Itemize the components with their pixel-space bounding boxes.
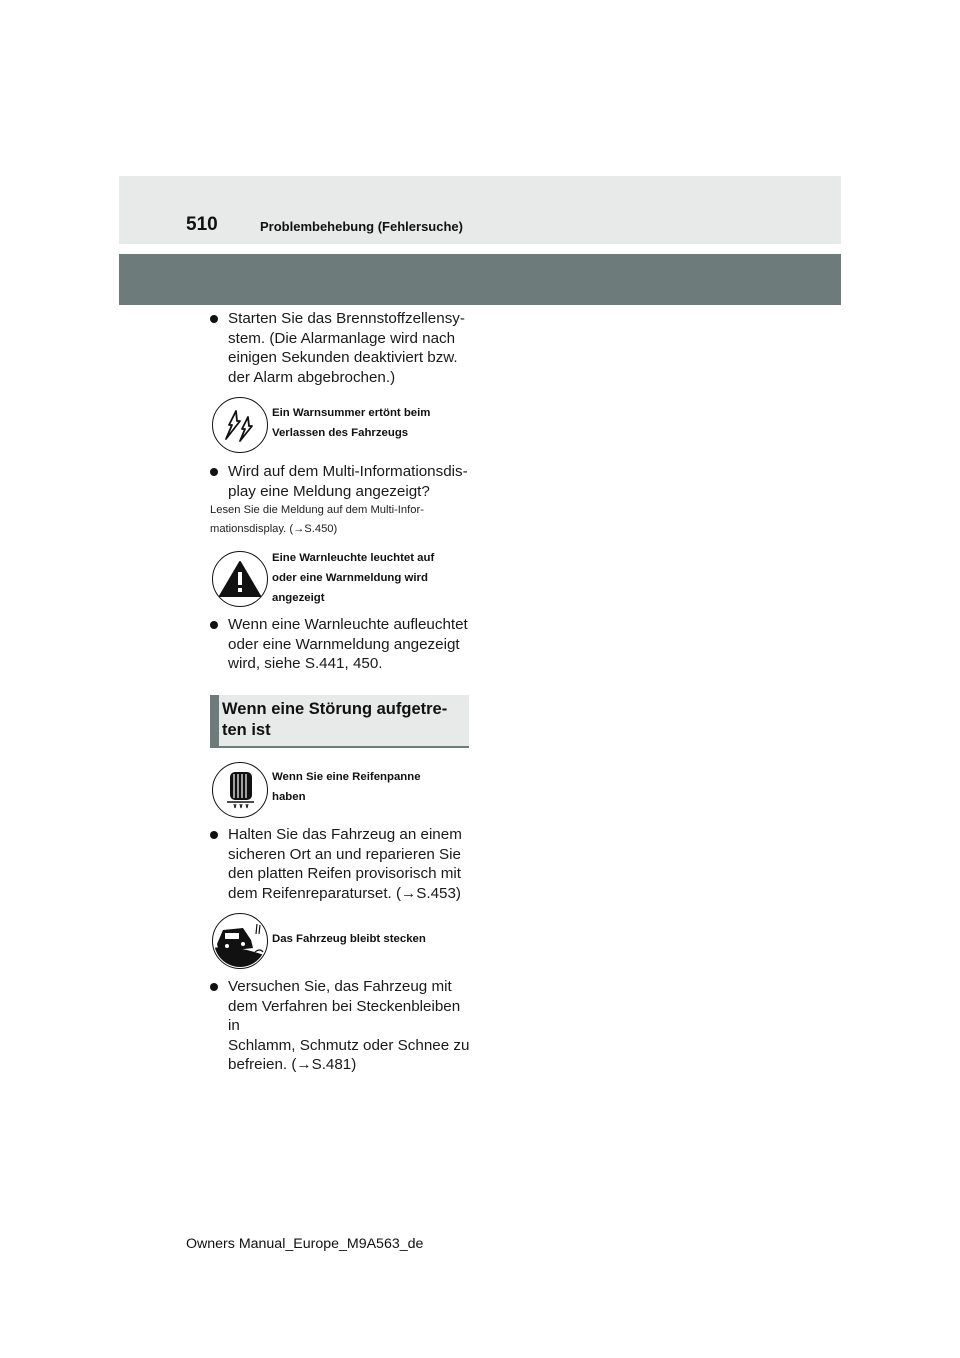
bullet-line: befreien. (→S.481)	[228, 1056, 357, 1074]
header-band	[119, 176, 841, 244]
bullet-multi-info-message	[210, 462, 472, 501]
bullet-line: wird, siehe S.441, 450.	[228, 655, 383, 673]
flat-tire-icon	[212, 762, 268, 818]
bullet-line: dem Reifenreparaturset. (→S.453)	[228, 884, 461, 902]
bullet-line: stem. (Die Alarmanlage wird nach	[228, 329, 456, 347]
bullet-line: play eine Meldung angezeigt?	[228, 482, 430, 500]
tire-icon-label	[272, 767, 472, 807]
note-line: Lesen Sie die Meldung auf dem Multi-Infor-	[210, 504, 424, 516]
bullet-dot	[210, 831, 218, 839]
icon-label-line: angezeigt	[272, 592, 325, 604]
bullet-line: dem Verfahren bei Steckenbleiben in	[228, 997, 461, 1035]
icon-label-line: Eine Warnleuchte leuchtet auf	[272, 552, 435, 564]
subsection-header	[210, 695, 469, 748]
warning-icon-label	[272, 548, 472, 608]
bullet-warning-light	[210, 615, 472, 674]
subsection-heading	[222, 699, 462, 741]
icon-label-line: Verlassen des Fahrzeugs	[272, 427, 409, 439]
section-title: Problembehebung (Fehlersuche)	[260, 219, 463, 234]
bullet-line: Schlamm, Schmutz oder Schnee zu	[228, 1036, 470, 1054]
bullet-stuck-vehicle	[210, 977, 472, 1075]
bullet-dot	[210, 468, 218, 476]
stuck-icon-label	[272, 929, 472, 949]
bullet-flat-tire	[210, 825, 472, 903]
note-read-message	[210, 501, 472, 539]
subsection-accent	[210, 695, 219, 746]
bullet-line: den platten Reifen provisorisch mit	[228, 865, 461, 883]
bullet-line: Wenn eine Warnleuchte aufleuchtet	[228, 616, 468, 633]
icon-label-line: oder eine Warnmeldung wird	[272, 572, 428, 584]
bullet-line: Starten Sie das Brennstoffzellensy-	[228, 310, 465, 327]
alarm-lightning-icon	[212, 397, 268, 453]
bullet-line: einigen Sekunden deaktiviert bzw.	[228, 349, 458, 367]
heading-line: Wenn eine Störung aufgetre-	[222, 700, 448, 718]
bullet-dot	[210, 315, 218, 323]
alarm-icon-label	[272, 403, 472, 443]
bullet-dot	[210, 621, 218, 629]
note-line: mationsdisplay. (→S.450)	[210, 523, 338, 535]
heading-line: ten ist	[222, 721, 271, 739]
section-bar	[119, 254, 841, 305]
bullet-line: Versuchen Sie, das Fahrzeug mit	[228, 978, 452, 995]
icon-label-line: Das Fahrzeug bleibt stecken	[272, 933, 426, 945]
bullet-start-fuel-cell	[210, 309, 472, 387]
icon-label-line: Wenn Sie eine Reifenpanne	[272, 771, 421, 783]
footer-doc-id: Owners Manual_Europe_M9A563_de	[186, 1236, 424, 1252]
bullet-dot	[210, 983, 218, 991]
bullet-line: Halten Sie das Fahrzeug an einem	[228, 826, 462, 843]
bullet-line: Wird auf dem Multi-Informationsdis-	[228, 463, 468, 480]
bullet-line: sicheren Ort an und reparieren Sie	[228, 845, 462, 863]
bullet-line: der Alarm abgebrochen.)	[228, 368, 396, 386]
bullet-line: oder eine Warnmeldung angezeigt	[228, 635, 460, 653]
warning-triangle-icon	[212, 551, 268, 607]
page-number: 510	[186, 214, 218, 235]
stuck-car-icon	[212, 913, 268, 969]
icon-label-line: haben	[272, 791, 306, 803]
icon-label-line: Ein Warnsummer ertönt beim	[272, 407, 431, 419]
